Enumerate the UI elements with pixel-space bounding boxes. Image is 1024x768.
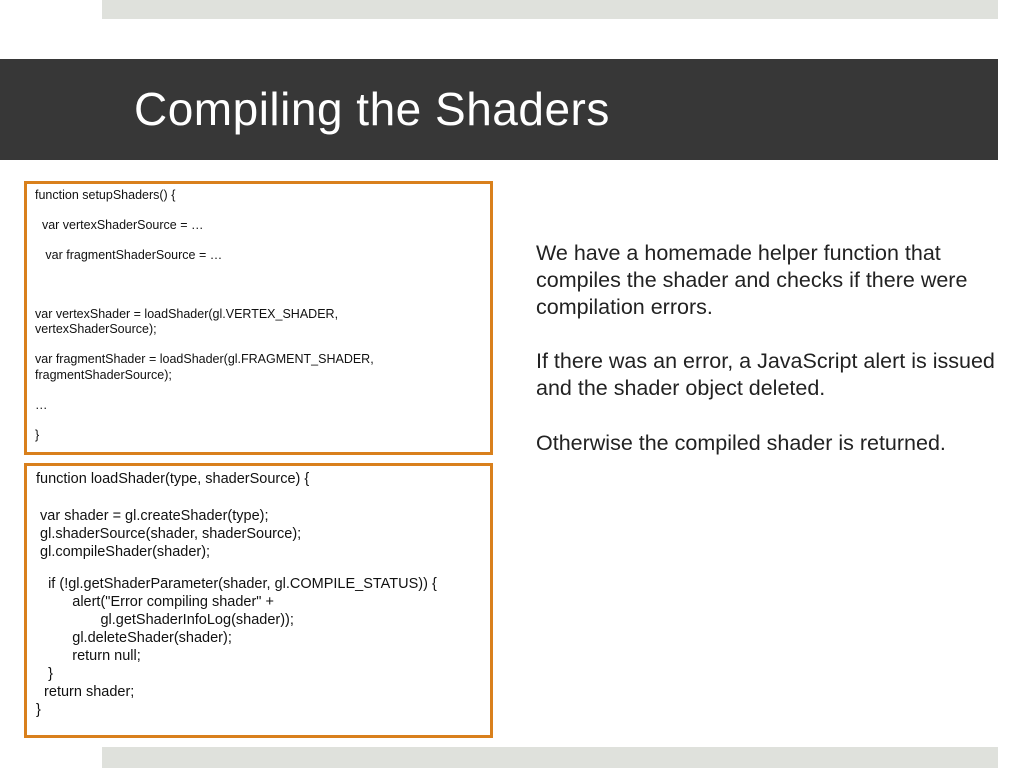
explanation-paragraph: Otherwise the compiled shader is returned.: [536, 431, 946, 455]
code-line: var shader = gl.createShader(type);: [36, 508, 269, 524]
code-line: var vertexShader = loadShader(gl.VERTEX_SHADER,: [35, 307, 339, 321]
slide-title: Compiling the Shaders: [134, 83, 610, 135]
explanation-paragraph: We have a homemade helper function that compiles the shader and checks if there were compilation errors.: [536, 241, 968, 319]
code-line: fragmentShaderSource);: [35, 368, 172, 382]
code-line: return null;: [36, 648, 141, 664]
code-line: gl.getShaderInfoLog(shader));: [36, 612, 294, 628]
code-line: if (!gl.getShaderParameter(shader, gl.COMPILE_STATUS)) {: [36, 576, 437, 592]
code-line: var vertexShaderSource = …: [35, 218, 204, 232]
code-line: alert("Error compiling shader" +: [36, 594, 274, 610]
code-line: vertexShaderSource);: [35, 322, 157, 336]
code-line: }: [35, 428, 40, 442]
load-shader-code-box: [24, 463, 493, 738]
code-line: }: [36, 666, 53, 682]
code-line: function loadShader(type, shaderSource) {: [36, 471, 310, 487]
explanation-paragraph: If there was an error, a JavaScript alert is issued and the shader object deleted.: [536, 349, 995, 400]
setup-shaders-code-box: [24, 181, 493, 455]
code-line: …: [35, 398, 48, 412]
code-line: return shader;: [36, 684, 135, 700]
top-decor-bar: [102, 0, 998, 19]
bottom-decor-bar: [102, 747, 998, 768]
code-line: var fragmentShader = loadShader(gl.FRAGMENT_SHADER,: [35, 352, 374, 366]
code-line: function setupShaders() {: [35, 188, 176, 202]
code-line: }: [36, 702, 41, 718]
code-line: gl.deleteShader(shader);: [36, 630, 232, 646]
code-line: var fragmentShaderSource = …: [35, 248, 223, 262]
code-line: gl.compileShader(shader);: [36, 544, 211, 560]
code-line: gl.shaderSource(shader, shaderSource);: [36, 526, 302, 542]
